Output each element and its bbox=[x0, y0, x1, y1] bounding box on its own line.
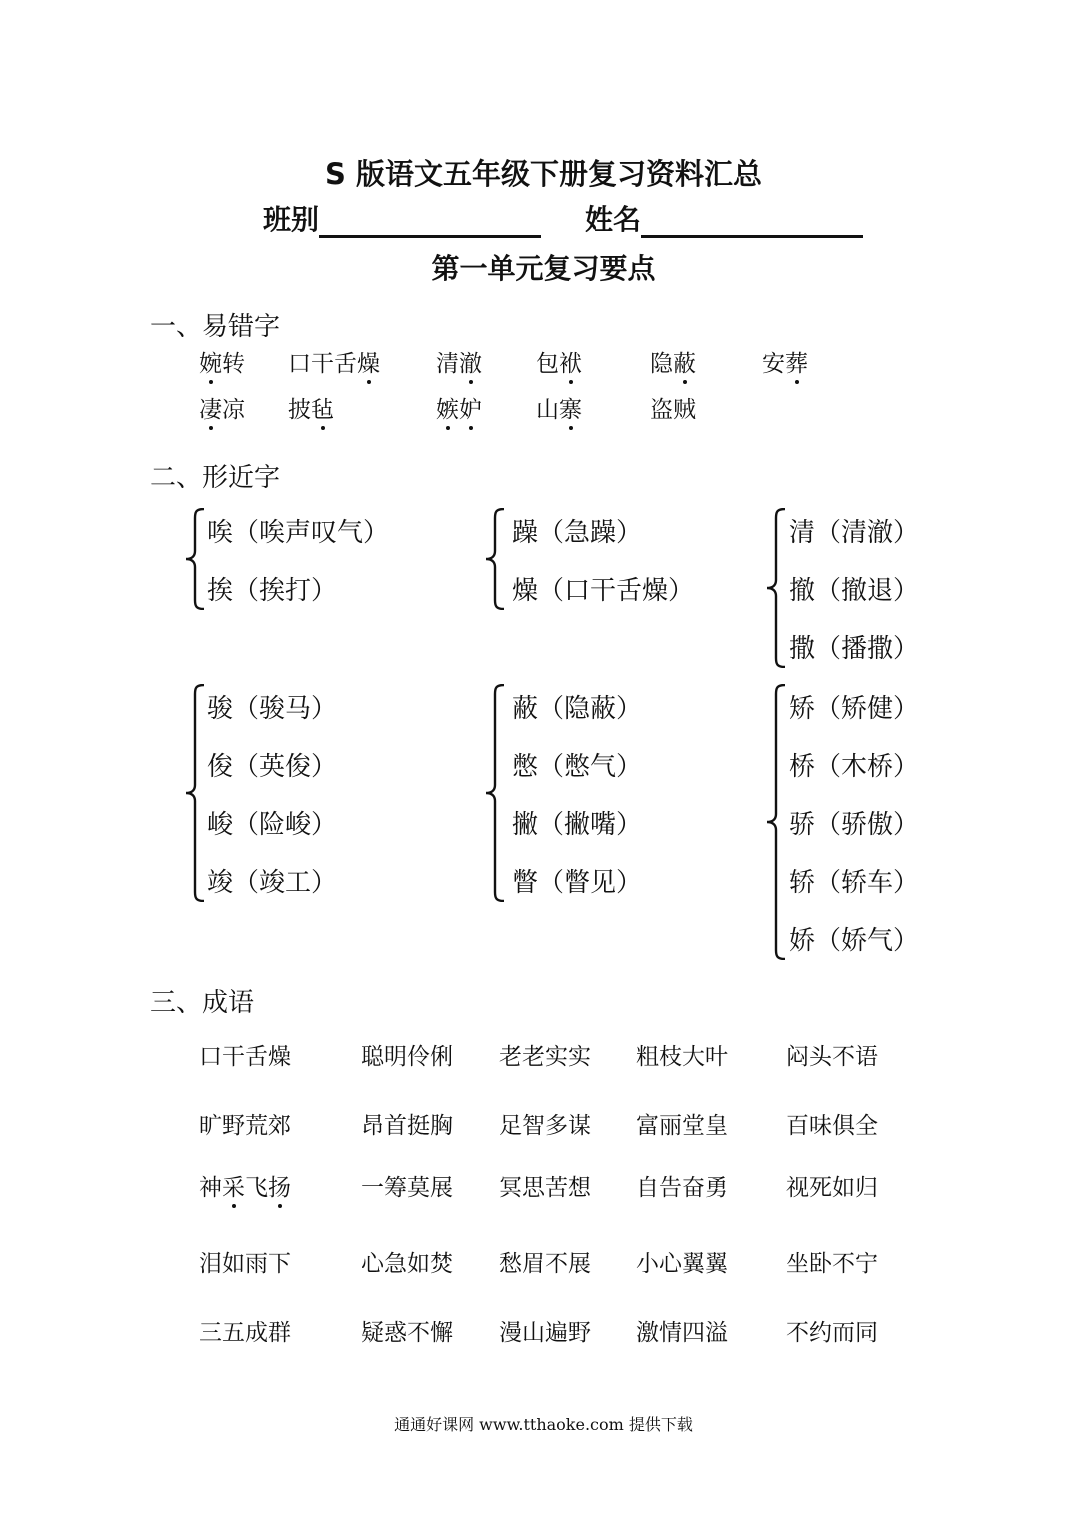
name-blank[interactable] bbox=[641, 205, 863, 238]
idiom-cell: 聪明伶俐 bbox=[361, 1044, 453, 1070]
similar-char-item: 轿（轿车） bbox=[789, 868, 920, 898]
idiom-cell: 自告奋勇 bbox=[636, 1175, 728, 1201]
error-prone-word: 婉转 bbox=[199, 345, 245, 378]
similar-char-item: 娇（娇气） bbox=[789, 926, 920, 956]
idiom-cell: 泪如雨下 bbox=[199, 1251, 291, 1277]
similar-char-item: 竣（竣工） bbox=[207, 868, 338, 898]
error-prone-word: 安葬 bbox=[762, 345, 808, 378]
idiom-cell: 神采飞扬 bbox=[199, 1169, 291, 1202]
idiom-cell: 闷头不语 bbox=[786, 1044, 878, 1070]
brace-icon bbox=[184, 508, 208, 610]
idiom-cell: 冥思苦想 bbox=[499, 1175, 591, 1201]
idiom-cell: 富丽堂皇 bbox=[636, 1113, 728, 1139]
similar-char-item: 俊（英俊） bbox=[207, 752, 338, 782]
idiom-cell: 愁眉不展 bbox=[499, 1251, 591, 1277]
idiom-cell: 不约而同 bbox=[786, 1320, 878, 1346]
brace-icon bbox=[484, 684, 508, 902]
similar-char-item: 蔽（隐蔽） bbox=[512, 694, 643, 724]
similar-char-item: 唉（唉声叹气） bbox=[207, 518, 390, 548]
similar-char-item: 骄（骄傲） bbox=[789, 810, 920, 840]
unit-title: 第一单元复习要点 bbox=[431, 252, 656, 285]
similar-char-item: 撇（撇嘴） bbox=[512, 810, 643, 840]
similar-char-item: 燥（口干舌燥） bbox=[512, 576, 695, 606]
idiom-cell: 足智多谋 bbox=[499, 1113, 591, 1139]
error-prone-word: 山寨 bbox=[536, 391, 582, 424]
similar-char-item: 矫（矫健） bbox=[789, 694, 920, 724]
brace-icon bbox=[765, 684, 789, 960]
name-label: 姓名 bbox=[585, 203, 642, 236]
idiom-cell: 粗枝大叶 bbox=[636, 1044, 728, 1070]
similar-char-item: 挨（挨打） bbox=[207, 576, 338, 606]
idiom-cell: 疑惑不懈 bbox=[361, 1320, 453, 1346]
class-label: 班别 bbox=[263, 203, 320, 236]
similar-char-item: 桥（木桥） bbox=[789, 752, 920, 782]
idiom-cell: 小心翼翼 bbox=[636, 1251, 728, 1277]
error-prone-word: 披毡 bbox=[288, 391, 334, 424]
error-prone-word: 盗贼 bbox=[650, 397, 696, 423]
idiom-cell: 旷野荒郊 bbox=[199, 1113, 291, 1139]
error-prone-word: 口干舌燥 bbox=[288, 345, 380, 378]
similar-char-item: 瞥（瞥见） bbox=[512, 868, 643, 898]
similar-char-item: 峻（险峻） bbox=[207, 810, 338, 840]
idiom-cell: 三五成群 bbox=[199, 1320, 291, 1346]
idiom-cell: 口干舌燥 bbox=[199, 1044, 291, 1070]
similar-char-item: 撤（撤退） bbox=[789, 576, 920, 606]
idiom-cell: 一筹莫展 bbox=[361, 1175, 453, 1201]
similar-char-item: 撒（播撒） bbox=[789, 634, 920, 664]
idiom-cell: 视死如归 bbox=[786, 1175, 878, 1201]
error-prone-word: 凄凉 bbox=[199, 391, 245, 424]
idiom-cell: 心急如焚 bbox=[361, 1251, 453, 1277]
idiom-cell: 百味俱全 bbox=[786, 1113, 878, 1139]
class-field bbox=[263, 198, 541, 238]
section2-heading: 二、形近字 bbox=[150, 463, 281, 493]
section1-heading: 一、易错字 bbox=[150, 312, 281, 342]
error-prone-word: 清澈 bbox=[436, 345, 482, 378]
brace-icon bbox=[765, 508, 789, 668]
idiom-cell: 漫山遍野 bbox=[499, 1320, 591, 1346]
class-blank[interactable] bbox=[319, 205, 541, 238]
document-title: S 版语文五年级下册复习资料汇总 bbox=[325, 157, 762, 191]
idiom-cell: 昂首挺胸 bbox=[361, 1113, 453, 1139]
similar-char-item: 躁（急躁） bbox=[512, 518, 643, 548]
similar-char-item: 骏（骏马） bbox=[207, 694, 338, 724]
similar-char-item: 清（清澈） bbox=[789, 518, 920, 548]
name-field bbox=[585, 198, 863, 238]
brace-icon bbox=[184, 684, 208, 902]
idiom-cell: 老老实实 bbox=[499, 1044, 591, 1070]
error-prone-word: 包袱 bbox=[536, 345, 582, 378]
similar-char-item: 憋（憋气） bbox=[512, 752, 643, 782]
footer: 通通好课网 www.tthaoke.com 提供下载 bbox=[394, 1415, 693, 1434]
error-prone-word: 隐蔽 bbox=[650, 345, 696, 378]
section3-heading: 三、成语 bbox=[150, 988, 255, 1018]
idiom-cell: 坐卧不宁 bbox=[786, 1251, 878, 1277]
idiom-cell: 激情四溢 bbox=[636, 1320, 728, 1346]
brace-icon bbox=[484, 508, 508, 610]
error-prone-word: 嫉妒 bbox=[436, 391, 482, 424]
